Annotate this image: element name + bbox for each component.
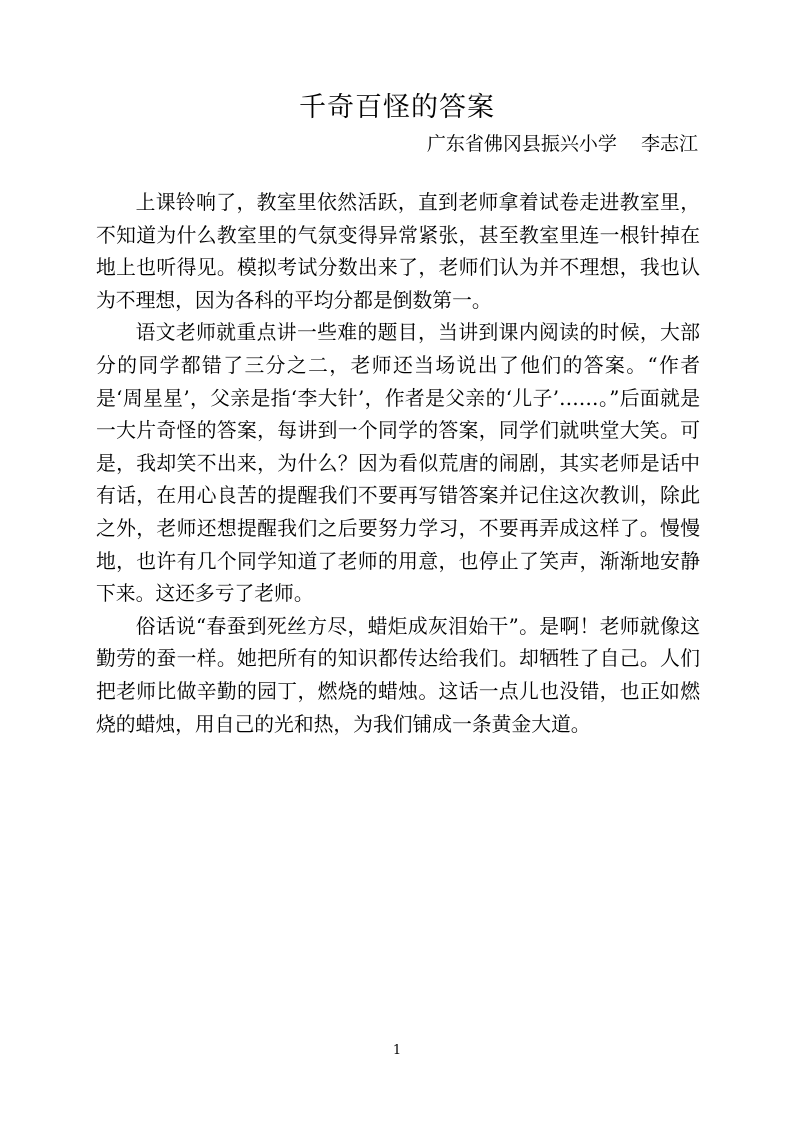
paragraph-3: 俗话说“春蚕到死丝方尽，蜡炬成灰泪始干”。是啊！老师就像这勤劳的蚕一样。她把所有的知识都传达给我们。却牺牲了自己。人们把老师比做辛勤的园丁，燃烧的蜡烛。这话一点儿也没错，也正如燃烧的蜡烛，用自己的光和热，为我们铺成一条黄金大道。 (96, 614, 700, 736)
author-byline: 广东省佛冈县振兴小学 李志江 (426, 133, 698, 155)
paragraph-1: 上课铃响了，教室里依然活跃，直到老师拿着试卷走进教室里，不知道为什么教室里的气氛变得异常紧张，甚至教室里连一根针掉在地上也听得见。模拟考试分数出来了，老师们认为并不理想，我也认为不理想，因为各科的平均分都是倒数第一。 (96, 191, 700, 312)
paragraph-2: 语文老师就重点讲一些难的题目，当讲到课内阅读的时候，大部分的同学都错了三分之二，老师还当场说出了他们的答案。“作者是‘周星星’，父亲是指‘李大针’，作者是父亲的‘儿子’……。”后面就是一大片奇怪的答案，每讲到一个同学的答案，同学们就哄堂大笑。可是，我却笑不出来，为什么？因为看似荒唐的闹剧，其实老师是话中有话，在用心良苦的提醒我们不要再写错答案并记住这次教训，除此之外，老师还想提醒我们之后要努力学习，不要再弄成这样了。慢慢地，也许有几个同学知道了老师的用意，也停止了笑声，渐渐地安静下来。这还多亏了老师。 (96, 321, 700, 606)
document-body (96, 187, 700, 741)
page-number: 1 (392, 1043, 402, 1058)
document-title: 千奇百怪的答案 (299, 92, 495, 123)
